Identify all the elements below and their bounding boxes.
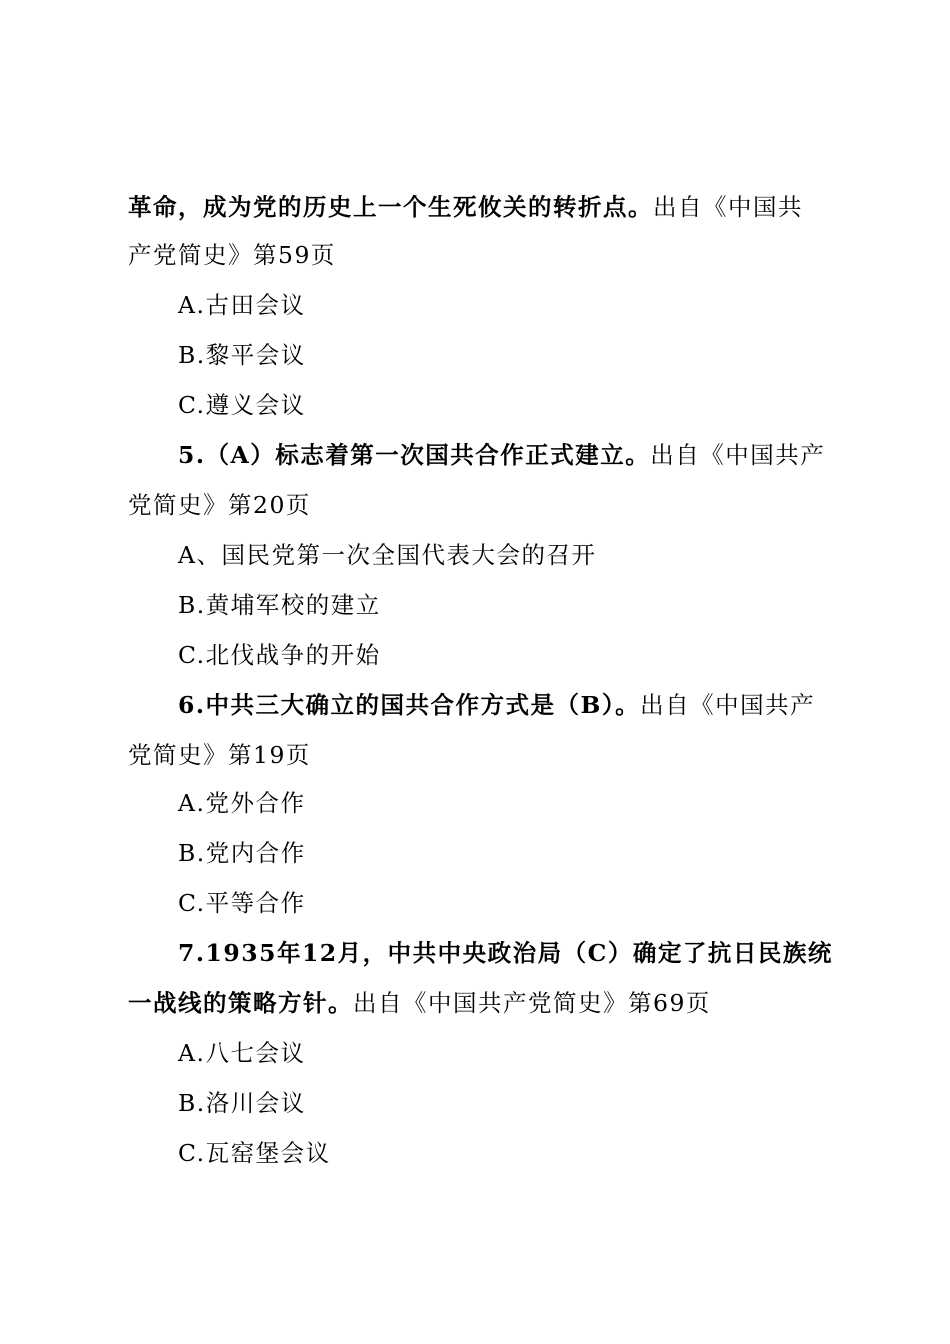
question-6-source-cont: 党简史》第19页 — [128, 741, 311, 769]
question-4-text: 革命，成为党的历史上一个生死攸关的转折点。 — [128, 193, 653, 221]
question-5-source: 出自《中国共产 — [650, 441, 826, 469]
question-5-line-1 — [178, 438, 888, 472]
question-6-line-2 — [128, 738, 838, 772]
question-5-source-cont: 党简史》第20页 — [128, 491, 311, 519]
question-6-option-a: A.党外合作 — [178, 789, 306, 817]
question-7-line-2 — [128, 986, 838, 1020]
question-5-line-2 — [128, 488, 838, 522]
question-4-continuation-line-1 — [128, 190, 838, 224]
question-7-source: 出自《中国共产党简史》第69页 — [353, 989, 711, 1017]
question-4-source: 出自《中国共 — [653, 193, 803, 221]
question-7-option-a: A.八七会议 — [178, 1039, 306, 1067]
question-7-option-c: C.瓦窑堡会议 — [178, 1139, 331, 1167]
question-6-line-1 — [178, 688, 888, 722]
question-7-text: 7.1935年12月，中共中央政治局（C）确定了抗日民族统 — [178, 939, 833, 967]
question-6-source: 出自《中国共产 — [640, 691, 816, 719]
question-4-continuation-line-2 — [128, 238, 838, 272]
question-6-option-b: B.党内合作 — [178, 839, 306, 867]
question-5-option-c: C.北伐战争的开始 — [178, 641, 381, 669]
question-7-option-b: B.洛川会议 — [178, 1089, 306, 1117]
question-7-line-1 — [178, 936, 888, 970]
question-4-option-b: B.黎平会议 — [178, 341, 306, 369]
question-7-text-cont: 一战线的策略方针。 — [128, 989, 353, 1017]
question-4-option-c: C.遵义会议 — [178, 391, 306, 419]
question-5-text: 5.（A）标志着第一次国共合作正式建立。 — [178, 441, 651, 469]
question-5-option-b: B.黄埔军校的建立 — [178, 591, 381, 619]
question-6-text: 6.中共三大确立的国共合作方式是（B）。 — [178, 691, 641, 719]
question-5-option-a: A、国民党第一次全国代表大会的召开 — [178, 541, 597, 569]
question-6-option-c: C.平等合作 — [178, 889, 306, 917]
question-4-source-cont: 产党简史》第59页 — [128, 241, 336, 269]
question-4-option-a: A.古田会议 — [178, 291, 306, 319]
